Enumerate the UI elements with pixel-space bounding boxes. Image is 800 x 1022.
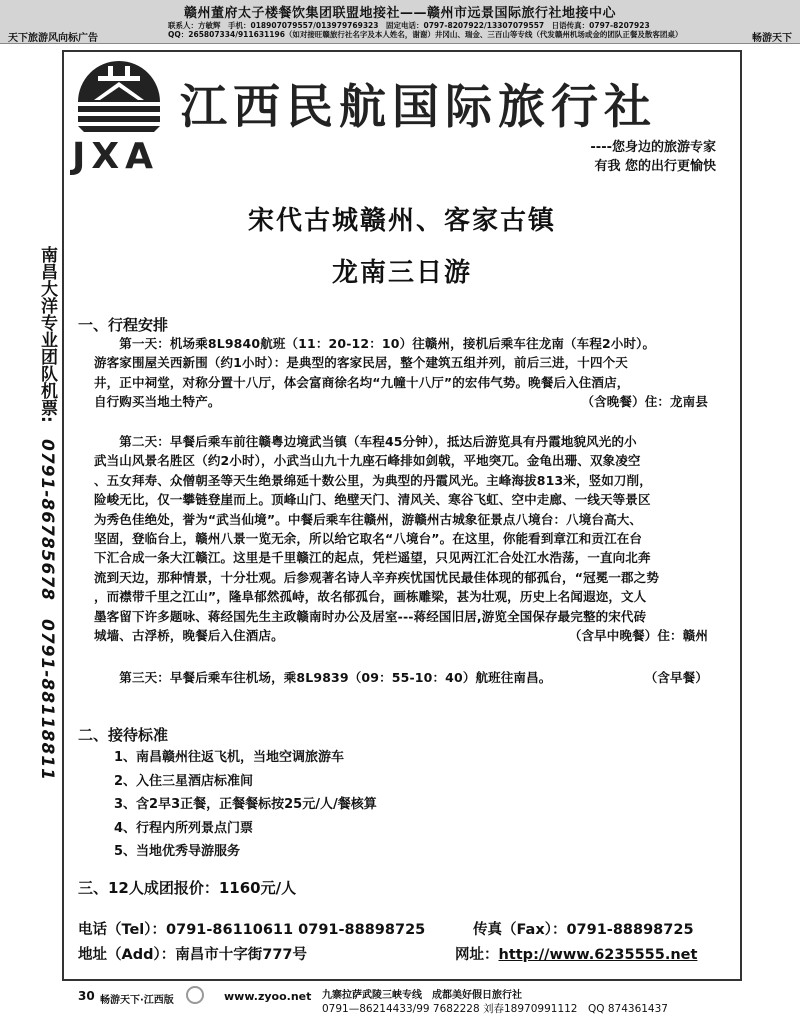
day2-line: 武当山风景名胜区（约2小时），小武当山九十九座石峰排如剑戟，平地突兀。金龟出珊、双象凌空 bbox=[94, 453, 641, 469]
day2-line: 为秀色佳绝处，誉为“武当仙境”。中餐后乘车往赣州，游赣州古城象征景点八境台：八境台高大、 bbox=[94, 511, 643, 527]
day1-line: 自行购买当地土特产。 bbox=[94, 394, 221, 410]
day2-line: 下汇合成一条大江赣江。这里是千里赣江的起点，凭栏遥望，只见两江汇合处江水浩荡，一直向北奔 bbox=[94, 550, 651, 566]
day1-line: 游客家围屋关西新围（约1小时）：是典型的客家民居，整个建筑五组并列，前后三进，十四个天 bbox=[94, 355, 628, 371]
list-item: 3、含2早3正餐，正餐餐标按25元/人/餐核算 bbox=[114, 797, 377, 812]
day3-line: 第三天：早餐后乘车往机场，乘8L9839（09：55-10：40）航班往南昌。 bbox=[94, 670, 552, 685]
page-number: 30 bbox=[78, 989, 95, 1003]
tour-title: 宋代古城赣州、客家古镇 bbox=[247, 206, 556, 236]
day1-paragraph bbox=[94, 334, 726, 412]
day1-line: 井，正中祠堂，对称分置十八厅，体会富商徐名均“九幢十八厅”的宏伟气势。晚餐后入住酒店， bbox=[94, 374, 630, 390]
side-ticket-label: 南昌大洋专业团队机票: bbox=[37, 246, 57, 423]
banner-left-tag: 天下旅游风向标广告 bbox=[8, 33, 98, 44]
banner-contact-line: QQ：265807334/911631196（如对接旺赣旅行社名字及本人姓名，谢谢）井冈山、瑞金、三百山等专线（代发赣州机场或金的团队正餐及散客团桌） bbox=[168, 30, 683, 39]
banner-right-tag: 畅游天下 bbox=[752, 33, 792, 44]
day2-line: ，而襟带千里之江山”，隆阜郁然孤峙，故名郁孤台，画栋雕梁，甚为壮观，历史上名闻遐迩，文人 bbox=[94, 589, 647, 605]
website-link[interactable]: http://www.6235555.net bbox=[498, 947, 698, 963]
contact-address-row bbox=[78, 943, 698, 964]
magazine-name: 畅游天下·江西版 bbox=[100, 995, 174, 1006]
banner-contact-line: 联系人：方敏辉 手机：018907079557/013979769323 固定电话：0797-8207922/13307079557 日语传真：0797-8207923 bbox=[168, 21, 650, 30]
website-label: 网址： bbox=[455, 947, 499, 963]
slogan: ----您身边的旅游专家 bbox=[590, 140, 716, 155]
side-ticket-ad bbox=[34, 246, 60, 806]
page-footer bbox=[0, 984, 800, 1022]
section-heading-standards: 二、接待标准 bbox=[78, 726, 169, 744]
day3-paragraph bbox=[94, 668, 726, 687]
standards-list bbox=[114, 746, 377, 864]
company-abbr: JXA bbox=[72, 136, 160, 177]
list-item: 5、当地优秀导游服务 bbox=[114, 844, 241, 859]
side-ticket-phones: 0791-86785678 0791-88118811 bbox=[37, 439, 57, 781]
footer-promo-contact: 0791—86214433/99 7682228 刘春18970991112 QQ 874361437 bbox=[322, 1003, 668, 1015]
day2-meals: （含早中晚餐）住：赣州 bbox=[568, 628, 708, 644]
day2-line: 、五女拜寿、众僧朝圣等天生绝景绵延十数公里，为典型的丹霞风光。主峰海拔813米，竖如刀削， bbox=[94, 472, 652, 488]
day2-line: 坚固，登临台上，赣州八景一览无余，所以给它取名“八境台”。在这里，你能看到章江和贡江在台 bbox=[94, 531, 643, 547]
day1-meals: （含晚餐）住：龙南县 bbox=[581, 394, 708, 410]
company-logo-emblem bbox=[74, 56, 164, 132]
company-name: 江西民航国际旅行社 bbox=[180, 80, 657, 135]
day2-line: 墨客留下许多题咏、蒋经国先生主政赣南时办公及居室---蒋经国旧居,游览全国保存最完整的宋代砖 bbox=[94, 608, 647, 624]
footer-promo: 九寨拉萨武陵三峡专线 成都美好假日旅行社 bbox=[322, 990, 522, 1001]
price-quote: 三、12人成团报价：1160元/人 bbox=[78, 879, 297, 897]
day2-line: 城墙、古浮桥，晚餐后入住酒店。 bbox=[94, 628, 284, 644]
contact-phone-row bbox=[78, 918, 694, 939]
contact-phone: 电话（Tel）：0791-86110611 0791-88898725 bbox=[78, 922, 426, 938]
seal-icon bbox=[186, 986, 204, 1004]
banner-headline: 赣州董府太子楼餐饮集团联盟地接社——赣州市远景国际旅行社地接中心 bbox=[183, 6, 616, 21]
list-item: 4、行程内所列景点门票 bbox=[114, 820, 254, 836]
list-item: 1、南昌赣州往返飞机，当地空调旅游车 bbox=[114, 750, 345, 765]
day1-line: 第一天：机场乘8L9840航班（11：20-12：10）往赣州，接机后乘车往龙南（车程2小时）。 bbox=[94, 336, 656, 351]
day2-line: 险峻无比，仅一攀链登崖而上。顶峰山门、绝壁天门、清风关、寒谷飞虹、空中走廊、一线天等景区 bbox=[94, 492, 651, 508]
list-item: 2、入住三星酒店标准间 bbox=[114, 773, 254, 789]
section-heading-itinerary: 一、行程安排 bbox=[78, 316, 169, 334]
day2-line: 第二天：早餐后乘车前往赣粤边境武当镇（车程45分钟），抵达后游览具有丹霞地貌风光的小 bbox=[94, 434, 637, 449]
day2-paragraph bbox=[94, 432, 726, 645]
slogan: 有我 您的出行更愉快 bbox=[594, 159, 716, 174]
tour-subtitle: 龙南三日游 bbox=[331, 258, 472, 288]
magazine-website[interactable]: www.zyoo.net bbox=[224, 990, 312, 1003]
contact-address: 地址（Add）：南昌市十字街777号 bbox=[78, 947, 307, 963]
top-banner bbox=[0, 0, 800, 44]
day2-line: 流到天边，那种情景，十分壮观。后参观著名诗人辛弃疾忧国忧民最佳体现的郁孤台，“冠冕一郡之势 bbox=[94, 569, 659, 585]
contact-fax: 传真（Fax）：0791-88898725 bbox=[473, 922, 694, 938]
day3-meals: （含早餐） bbox=[644, 670, 708, 686]
contact-website-row bbox=[455, 943, 697, 964]
